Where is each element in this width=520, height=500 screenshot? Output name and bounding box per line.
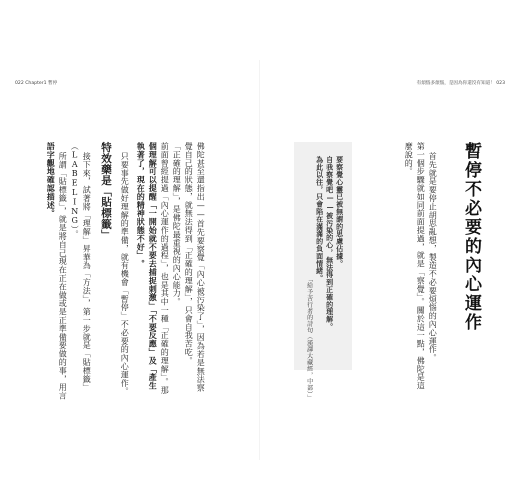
left-text-line-emphasis: 語字觀地確認描述。 xyxy=(46,142,56,218)
left-text-line: 「正確的理解」，是佛陀最重視的內心能力。 xyxy=(172,142,182,306)
chapter-title: 暫停不必要的內心運作 xyxy=(461,142,481,332)
quote-line: 自我察覺吧——被污染的心，無法得到正確的理解。 xyxy=(325,156,335,331)
left-text-line: 前面曾經提過「內心運作的過程」，也是其中一種「正確的理解」。那 xyxy=(160,142,170,395)
left-text-line-emphasis: 個理解可以提醒「一開始就不要去捕捉刺激」「不要反應」及「產生 xyxy=(148,142,158,390)
left-text-line: 佛陀甚至還指出——首先要察覺「內心被污染了」，因為若是無法察 xyxy=(196,142,206,392)
left-text-line: 只要事先做好理解的準備，就有機會「暫停」不必要的內心運作。 xyxy=(120,152,130,396)
quote-line: 要察覺心靈已被無謂的思慮佔據。 xyxy=(335,156,345,267)
left-text-line: 覺自己的狀態，就無法得到「正確的理解」，只會自我苦吃。 xyxy=(184,142,194,365)
right-text-line: 麼說的。 xyxy=(404,142,414,176)
right-running-head: 有煩惱多煩惱，是因為你還沒有知道！ 023 xyxy=(416,81,505,86)
left-text-line: 所謂「貼標籤」，就是將自己現在正在做或是正準備要做的事，用言 xyxy=(58,152,68,400)
quote-source: 「給予苦行者的詩句（漢譯大藏經，中部）」 xyxy=(305,276,313,401)
left-text-line: 接下來，試著將「理解」昇華為「方法」，第一步就是「貼標籤」 xyxy=(82,152,92,392)
right-text-line: 第一個步驟就如同前面提過，就是「察覺」。關於這一點，佛陀是這 xyxy=(416,142,426,390)
left-text-line-emphasis: 執著了，現在的精神狀態不好」。 xyxy=(136,142,146,268)
right-text-line: 首先就是要停止胡思亂想，製造不必要煩惱的內心運作。 xyxy=(428,152,438,362)
left-text-line: （LABELING）。 xyxy=(70,142,80,239)
quote-line: 為此以往，只會陷在滿滿的負面情緒。 xyxy=(315,156,325,282)
quote-box xyxy=(294,142,352,370)
section-title: 特效藥是「貼標籤」 xyxy=(100,142,112,241)
left-running-head: 022 Chapter1 暫停 xyxy=(15,81,58,86)
